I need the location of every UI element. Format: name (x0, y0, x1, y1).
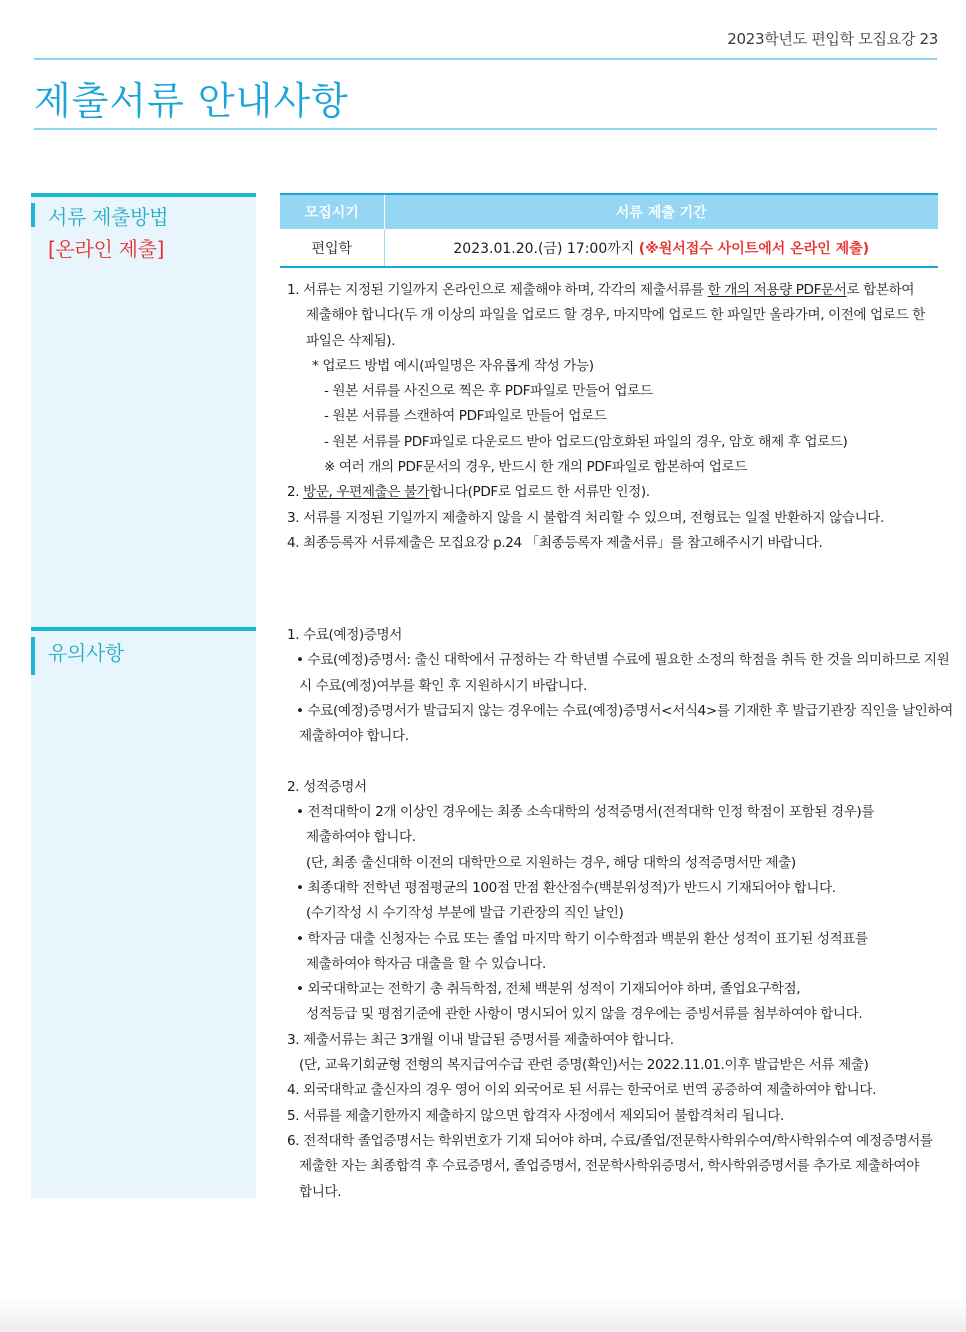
method-line: ※ 여러 개의 PDF문서의 경우, 반드시 한 개의 PDF파일로 합본하여 업로드 (324, 459, 747, 476)
submission-period-table (280, 193, 938, 268)
notes-line: 성적등급 및 평점기준에 관한 사항이 명시되어 있지 않을 경우에는 증빙서류를 첨부하여야 합니다. (306, 1006, 863, 1023)
notes-line: 2. 성적증명서 (287, 778, 367, 795)
notes-line: • 최종대학 전학년 평점평균의 100점 만점 환산점수(백분위성적)가 반드시 기재되어야 합니다. (296, 879, 836, 896)
section-accent-bar (31, 627, 256, 631)
notes-line: 합니다. (299, 1183, 342, 1200)
notes-line: (단, 교육기회균형 전형의 복지급여수급 관련 증명(확인)서는 2022.11.01.이후 발급받은 서류 제출) (299, 1057, 869, 1074)
notes-line: (단, 최종 출신대학 이전의 대학만으로 지원하는 경우, 해당 대학의 성적증명서만 제출) (306, 854, 796, 871)
section-accent-edge (31, 203, 35, 227)
method-line: - 원본 서류를 사진으로 찍은 후 PDF파일로 만들어 업로드 (324, 383, 653, 400)
section-sublabel-online: [온라인 제출] (48, 237, 165, 261)
header-divider (34, 58, 937, 60)
notes-spacer (287, 749, 953, 774)
notes-line: (수기작성 시 수기작성 부분에 발급 기관장의 직인 날인) (306, 905, 624, 922)
notes-line: • 학자금 대출 신청자는 수료 또는 졸업 마지막 학기 이수학점과 백분위 환산 성적이 표기된 성적표를 (296, 930, 868, 947)
notes-line: 제출한 자는 최종합격 후 수료증명서, 졸업증명서, 전문학사학위증명서, 학사학위증명서를 추가로 제출하여야 (299, 1158, 919, 1175)
table-header-row (280, 194, 938, 229)
page-bottom-shade (0, 1298, 966, 1332)
section-accent-bar (31, 193, 256, 197)
notes-line: • 수료(예정)증명서: 출신 대학에서 규정하는 각 학년별 수료에 필요한 소정의 학점을 취득 한 것을 의미하므로 지원 (296, 652, 950, 669)
notes-line: • 외국대학교는 전학기 총 취득학점, 전체 백분위 성적이 기재되어야 하며, 졸업요구학점, (296, 981, 801, 998)
notes-line: • 수료(예정)증명서가 발급되지 않는 경우에는 수료(예정)증명서<서식4>를 기재한 후 발급기관장 직인을 날인하여 (296, 702, 953, 719)
notes-line: 1. 수료(예정)증명서 (287, 627, 403, 643)
deadline-date: 2023.01.20.(금) 17:00까지 (453, 240, 635, 257)
header-recruit-period: 모집시기 (280, 194, 384, 229)
method-line: 파일은 삭제됨). (306, 332, 396, 349)
method-line: - 원본 서류를 스캔하여 PDF파일로 만들어 업로드 (324, 408, 607, 425)
notes-line: 제출하여야 합니다. (299, 728, 409, 745)
method-line: 3. 서류를 지정된 기일까지 제출하지 않을 시 불합격 처리할 수 있으며, 전형료는 일절 반환하지 않습니다. (287, 509, 884, 526)
method-line: 제출해야 합니다(두 개 이상의 파일을 업로드 할 경우, 마지막에 업로드 한 파일만 올라가며, 이전에 업로드 한 (306, 307, 926, 324)
notes-line: 6. 전적대학 졸업증명서는 학위번호가 기재 되어야 하며, 수료/졸업/전문학사학위수여/학사학위수여 예정증명서를 (287, 1132, 933, 1149)
notes-line: 제출하여야 합니다. (306, 829, 416, 846)
underlined-emphasis: 방문, 우편제출은 불가 (303, 484, 430, 501)
sidebar (31, 193, 256, 1198)
notes-line: • 전적대학이 2개 이상인 경우에는 최종 소속대학의 성적증명서(전적대학 인정 학점이 포함된 경우)를 (296, 804, 875, 821)
section-label-notes: 유의사항 (48, 641, 125, 665)
notes-line: 제출하여야 학자금 대출을 할 수 있습니다. (306, 955, 546, 972)
cell-deadline (384, 229, 938, 267)
running-header: 2023학년도 편입학 모집요강 23 (727, 30, 938, 48)
section-accent-edge (31, 637, 35, 675)
title-divider (34, 128, 937, 130)
method-line: 2. 방문, 우편제출은 불가합니다(PDF로 업로드 한 서류만 인정). (287, 484, 650, 501)
submission-method-text (287, 278, 925, 556)
notes-line: 5. 서류를 제출기한까지 제출하지 않으면 합격자 사정에서 제외되어 불합격처리 됩니다. (287, 1107, 784, 1124)
page-title: 제출서류 안내사항 (34, 79, 349, 123)
header-submission-period: 서류 제출 기간 (384, 194, 938, 229)
notes-line: 시 수료(예정)여부를 확인 후 지원하시기 바랍니다. (299, 677, 587, 694)
notes-line: 4. 외국대학교 출신자의 경우 영어 이외 외국어로 된 서류는 한국어로 번역 공증하여 제출하여야 합니다. (287, 1082, 877, 1099)
method-line: - 원본 서류를 PDF파일로 다운로드 받아 업로드(암호화된 파일의 경우, 암호 해제 후 업로드) (324, 433, 848, 450)
section-label-submission-method: 서류 제출방법 (48, 205, 169, 229)
underlined-emphasis: 한 개의 저용량 PDF문서 (707, 282, 847, 298)
method-line: 1. 서류는 지정된 기일까지 온라인으로 제출해야 하며, 각각의 제출서류를 한 개의 저용량 PDF문서로 합본하여 (287, 282, 915, 298)
method-line: * 업로드 방법 예시(파일명은 자유롭게 작성 가능) (312, 357, 594, 374)
table-row (280, 229, 938, 267)
method-line: 4. 최종등록자 서류제출은 모집요강 p.24 「최종등록자 제출서류」를 참고해주시기 바랍니다. (287, 534, 823, 551)
cell-admission-type: 편입학 (280, 229, 384, 267)
notes-text (287, 623, 953, 1205)
deadline-note: (※원서접수 사이트에서 온라인 제출) (638, 240, 870, 257)
notes-line: 3. 제출서류는 최근 3개월 이내 발급된 증명서를 제출하여야 합니다. (287, 1031, 674, 1048)
